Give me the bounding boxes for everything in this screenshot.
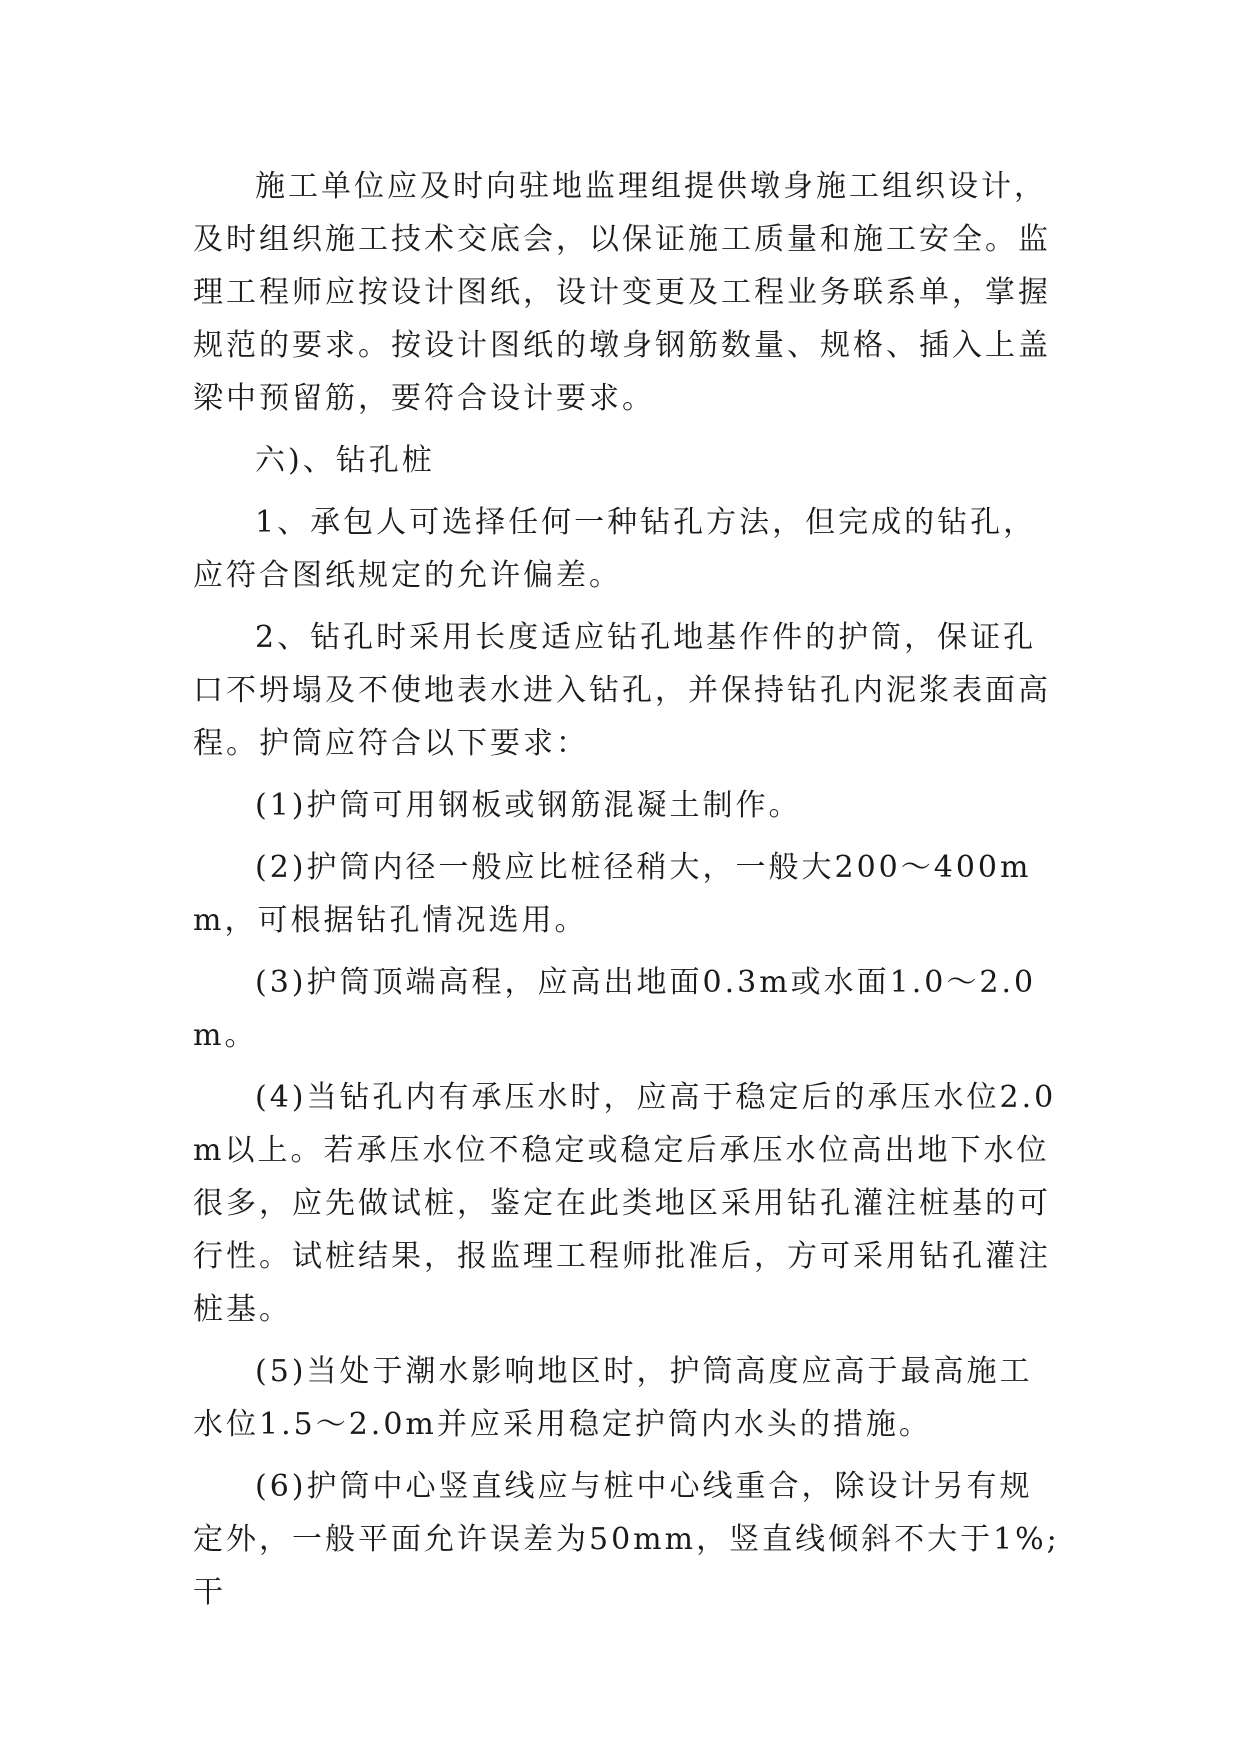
paragraph-subitem-4: (4)当钻孔内有承压水时，应高于稳定后的承压水位2.0m以上。若承压水位不稳定或稳定后承压水位高出地下水位很多，应先做试桩，鉴定在此类地区采用钻孔灌注桩基的可行性。试桩结果，报监理工程师批准后，方可采用钻孔灌注桩基。 (193, 1080, 1057, 1327)
paragraph-subitem-2: (2)护筒内径一般应比桩径稍大，一般大200～400mm，可根据钻孔情况选用。 (193, 850, 1032, 938)
paragraph-pier-construction: 施工单位应及时向驻地监理组提供墩身施工组织设计，及时组织施工技术交底会，以保证施工质量和施工安全。监理工程师应按设计图纸，设计变更及工程业务联系单，掌握规范的要求。按设计图纸的墩身钢筋数量、规格、插入上盖梁中预留筋，要符合设计要求。 (193, 169, 1051, 416)
paragraph-subitem-6: (6)护筒中心竖直线应与桩中心线重合，除设计另有规定外，一般平面允许误差为50mm，竖直线倾斜不大于1%;干 (193, 1469, 1060, 1610)
paragraph-item-1: 1、承包人可选择任何一种钻孔方法，但完成的钻孔，应符合图纸规定的允许偏差。 (193, 505, 1037, 593)
paragraph-subitem-3: (3)护筒顶端高程，应高出地面0.3m或水面1.0～2.0m。 (193, 965, 1037, 1053)
paragraph-subitem-5: (5)当处于潮水影响地区时，护筒高度应高于最高施工水位1.5～2.0m并应采用稳定护筒内水头的措施。 (193, 1354, 1033, 1442)
paragraph-item-2: 2、钻孔时采用长度适应钻孔地基作件的护筒，保证孔口不坍塌及不使地表水进入钻孔，并保持钻孔内泥浆表面高程。护筒应符合以下要求： (193, 620, 1051, 761)
paragraph-subitem-1: (1)护筒可用钢板或钢筋混凝土制作。 (255, 788, 802, 823)
document-body (193, 160, 1063, 1619)
section-heading-bored-pile: 六)、钻孔桩 (255, 443, 435, 478)
